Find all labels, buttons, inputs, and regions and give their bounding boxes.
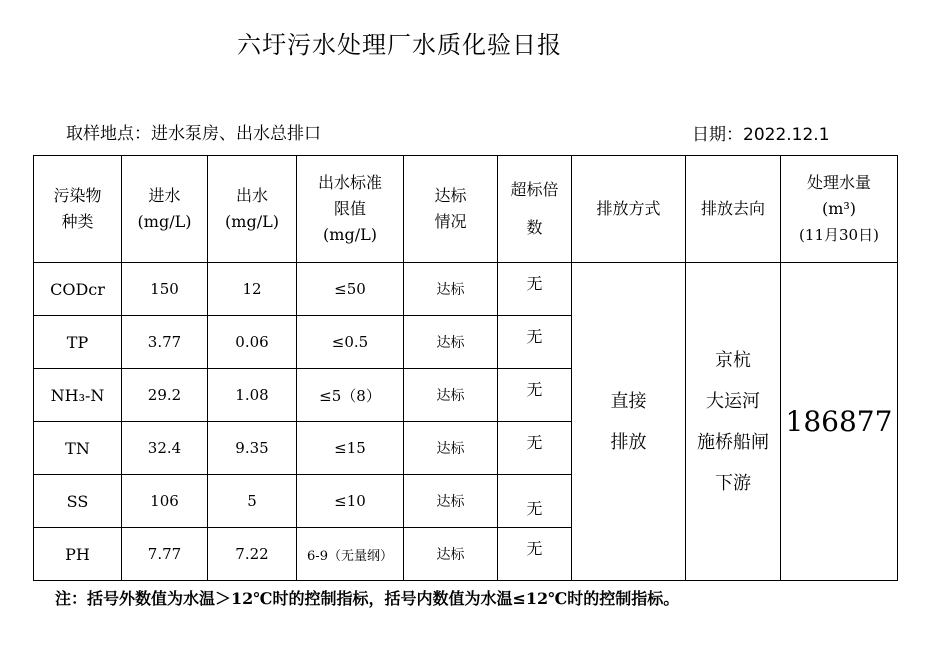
table-row bbox=[34, 263, 898, 316]
footnote: 注：括号外数值为水温＞12℃时的控制指标，括号内数值为水温≤12℃时的控制指标。 bbox=[55, 589, 680, 608]
header-exceed: 超标倍 数 bbox=[498, 156, 572, 263]
inflow-value: 106 bbox=[122, 475, 208, 528]
header-inflow: 进水 (mg/L) bbox=[122, 156, 208, 263]
page-title: 六圩污水处理厂水质化验日报 bbox=[237, 31, 562, 59]
report-date: 日期：2022.12.1 bbox=[692, 125, 830, 145]
header-discharge-dest: 排放去向 bbox=[686, 156, 781, 263]
limit-value: ≤5（8） bbox=[297, 369, 404, 422]
limit-value: ≤15 bbox=[297, 422, 404, 475]
header-volume: 处理水量 (m³) (11月30日) bbox=[781, 156, 898, 263]
treated-volume: 186877 bbox=[781, 263, 898, 581]
pollutant-name: TN bbox=[34, 422, 122, 475]
water-quality-table bbox=[33, 155, 898, 581]
outflow-value: 1.08 bbox=[208, 369, 297, 422]
inflow-value: 3.77 bbox=[122, 316, 208, 369]
limit-value: 6-9（无量纲） bbox=[297, 528, 404, 581]
inflow-value: 32.4 bbox=[122, 422, 208, 475]
exceed-value: 无 bbox=[498, 316, 572, 369]
exceed-value: 无 bbox=[498, 422, 572, 475]
pollutant-name: SS bbox=[34, 475, 122, 528]
header-limit: 出水标准 限值 (mg/L) bbox=[297, 156, 404, 263]
outflow-value: 0.06 bbox=[208, 316, 297, 369]
limit-value: ≤0.5 bbox=[297, 316, 404, 369]
compliance-status: 达标 bbox=[404, 316, 498, 369]
compliance-status: 达标 bbox=[404, 475, 498, 528]
sampling-location: 取样地点：进水泵房、出水总排口 bbox=[66, 124, 321, 144]
compliance-status: 达标 bbox=[404, 528, 498, 581]
outflow-value: 12 bbox=[208, 263, 297, 316]
pollutant-name: TP bbox=[34, 316, 122, 369]
exceed-value: 无 bbox=[498, 475, 572, 528]
compliance-status: 达标 bbox=[404, 263, 498, 316]
inflow-value: 150 bbox=[122, 263, 208, 316]
limit-value: ≤10 bbox=[297, 475, 404, 528]
inflow-value: 29.2 bbox=[122, 369, 208, 422]
outflow-value: 5 bbox=[208, 475, 297, 528]
header-compliance: 达标 情况 bbox=[404, 156, 498, 263]
pollutant-name: NH₃-N bbox=[34, 369, 122, 422]
pollutant-name: PH bbox=[34, 528, 122, 581]
compliance-status: 达标 bbox=[404, 369, 498, 422]
inflow-value: 7.77 bbox=[122, 528, 208, 581]
header-pollutant: 污染物 种类 bbox=[34, 156, 122, 263]
header-discharge-method: 排放方式 bbox=[572, 156, 686, 263]
discharge-method-cell: 直接 排放 bbox=[572, 263, 686, 581]
limit-value: ≤50 bbox=[297, 263, 404, 316]
exceed-value: 无 bbox=[498, 263, 572, 316]
outflow-value: 9.35 bbox=[208, 422, 297, 475]
pollutant-name: CODcr bbox=[34, 263, 122, 316]
outflow-value: 7.22 bbox=[208, 528, 297, 581]
exceed-value: 无 bbox=[498, 528, 572, 581]
compliance-status: 达标 bbox=[404, 422, 498, 475]
exceed-value: 无 bbox=[498, 369, 572, 422]
table-header-row bbox=[34, 156, 898, 263]
discharge-destination-cell: 京杭 大运河 施桥船闸 下游 bbox=[686, 263, 781, 581]
header-outflow: 出水 (mg/L) bbox=[208, 156, 297, 263]
